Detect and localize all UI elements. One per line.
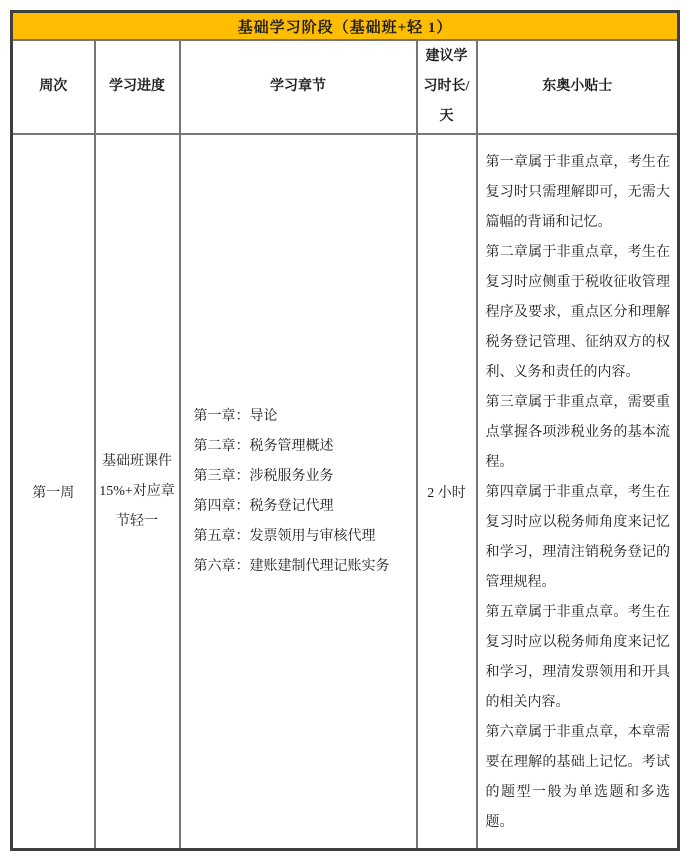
tip-paragraph: 第二章属于非重点章，考生在复习时应侧重于税收征收管理程序及要求，重点区分和理解税务登记管理、征纳双方的权利、义务和责任的内容。 bbox=[485, 245, 670, 380]
col-header-daily-hours-line: 习时长/ bbox=[423, 79, 470, 94]
progress-line: 节轻一 bbox=[116, 513, 158, 529]
chapter-line: 第五章：发票领用与审核代理 bbox=[193, 528, 376, 544]
chapter-line: 第四章：税务登记代理 bbox=[193, 498, 334, 514]
chapter-line: 第六章：建账建制代理记账实务 bbox=[193, 558, 390, 574]
tip-paragraph: 第一章属于非重点章，考生在复习时只需理解即可，无需大篇幅的背诵和记忆。 bbox=[485, 155, 670, 230]
header-row bbox=[12, 40, 679, 134]
progress-line: 15%+对应章 bbox=[99, 483, 175, 499]
col-header-daily-hours-line: 建议学 bbox=[425, 49, 468, 64]
daily-hours-cell: 2 小时 bbox=[417, 134, 477, 850]
chapters-cell bbox=[180, 134, 417, 850]
study-plan-table bbox=[10, 10, 680, 851]
table-title: 基础学习阶段（基础班+轻 1） bbox=[12, 12, 679, 41]
tip-paragraph: 第五章属于非重点章。考生在复习时应以税务师角度来记忆和学习，理清发票领用和开具的相关内容。 bbox=[485, 605, 670, 710]
chapter-line: 第三章：涉税服务业务 bbox=[193, 468, 334, 484]
title-row bbox=[12, 12, 679, 41]
col-header-daily-hours-line: 天 bbox=[439, 109, 454, 124]
col-header-week: 周次 bbox=[12, 40, 95, 134]
col-header-daily-hours bbox=[417, 40, 477, 134]
chapter-line: 第二章：税务管理概述 bbox=[193, 438, 334, 454]
progress-cell bbox=[95, 134, 180, 850]
tip-paragraph: 第四章属于非重点章，考生在复习时应以税务师角度来记忆和学习，理清注销税务登记的管理规程。 bbox=[485, 485, 670, 590]
col-header-progress: 学习进度 bbox=[95, 40, 180, 134]
tip-paragraph: 第六章属于非重点章，本章需要在理解的基础上记忆。考试的题型一般为单选题和多选题。 bbox=[485, 725, 670, 830]
chapter-line: 第一章：导论 bbox=[193, 408, 278, 424]
tips-cell bbox=[477, 134, 679, 850]
progress-line: 基础班课件 bbox=[102, 453, 172, 469]
tip-paragraph: 第三章属于非重点章，需要重点掌握各项涉税业务的基本流程。 bbox=[485, 395, 670, 470]
col-header-chapters: 学习章节 bbox=[180, 40, 417, 134]
week-cell: 第一周 bbox=[12, 134, 95, 850]
week-1-row bbox=[12, 134, 679, 850]
col-header-tips: 东奥小贴士 bbox=[477, 40, 679, 134]
